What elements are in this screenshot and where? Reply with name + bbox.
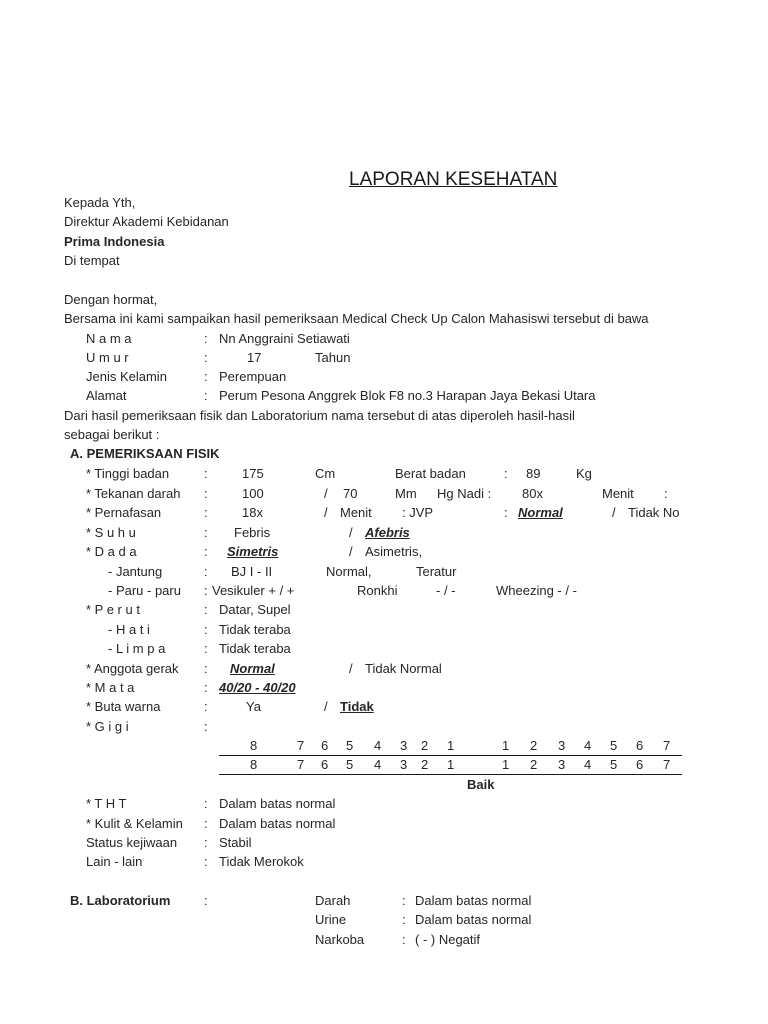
colon: :	[204, 369, 208, 384]
tensi-systolic: 100	[242, 486, 264, 501]
perut-value: Datar, Supel	[219, 602, 291, 617]
gigi-label: * G i g i	[86, 719, 129, 734]
tooth-number: 2	[530, 757, 538, 772]
colon: :	[402, 932, 406, 947]
colon: :	[204, 699, 208, 714]
gigi-divider-line	[219, 755, 682, 756]
suhu-alternative: Afebris	[365, 525, 410, 540]
tinggi-value: 175	[242, 466, 264, 481]
mata-label: * M a t a	[86, 680, 135, 695]
recipient-line-1: Kepada Yth,	[64, 195, 136, 210]
hati-label: - H a t i	[108, 622, 150, 637]
napas-unit: Menit	[340, 505, 372, 520]
tinggi-label: * Tinggi badan	[86, 466, 170, 481]
napas-value: 18x	[242, 505, 263, 520]
tooth-number: 1	[447, 738, 455, 753]
tooth-number: 2	[530, 738, 538, 753]
kulit-value: Dalam batas normal	[219, 816, 336, 831]
tensi-diastolic: 70	[343, 486, 358, 501]
paru-ronkhi-label: Ronkhi	[357, 583, 398, 598]
colon: :	[204, 525, 208, 540]
slash: /	[349, 544, 353, 559]
darah-label: Darah	[315, 893, 351, 908]
colon: :	[204, 544, 208, 559]
tooth-number: 5	[610, 757, 618, 772]
alamat-value: Perum Pesona Anggrek Blok F8 no.3 Harapan Jaya Bekasi Utara	[219, 388, 596, 403]
colon: :	[402, 912, 406, 927]
tooth-number: 4	[584, 757, 592, 772]
umur-value: 17	[247, 350, 262, 365]
tht-label: * T H T	[86, 796, 127, 811]
urine-label: Urine	[315, 912, 347, 927]
paru-ronkhi-value: - / -	[436, 583, 456, 598]
tooth-number: 6	[321, 738, 329, 753]
intro-text: Bersama ini kami sampaikan hasil pemeriksaan Medical Check Up Calon Mahasiswi tersebut di bawa	[64, 311, 649, 326]
darah-value: Dalam batas normal	[415, 893, 532, 908]
urine-value: Dalam batas normal	[415, 912, 532, 927]
tooth-number: 3	[558, 738, 566, 753]
section-b-heading: B. Laboratorium	[70, 893, 171, 908]
perut-label: * P e r u t	[86, 602, 140, 617]
colon: :	[204, 854, 208, 869]
narkoba-value: ( - ) Negatif	[415, 932, 481, 947]
umur-unit: Tahun	[315, 350, 351, 365]
jvp-label: : JVP	[402, 505, 434, 520]
jantung-label: - Jantung	[108, 564, 163, 579]
colon: :	[204, 583, 208, 598]
gigi-bottom-line	[219, 774, 682, 775]
jvp-value: Normal	[518, 505, 563, 520]
colon: :	[204, 719, 208, 734]
tooth-number: 7	[297, 757, 305, 772]
berat-label: Berat badan	[395, 466, 466, 481]
tooth-number: 4	[374, 757, 382, 772]
nama-label: N a m a	[86, 331, 132, 346]
tooth-number: 2	[421, 738, 429, 753]
alamat-label: Alamat	[86, 388, 127, 403]
colon: :	[204, 641, 208, 656]
nama-value: Nn Anggraini Setiawati	[219, 331, 350, 346]
kejiwaan-value: Stabil	[219, 835, 252, 850]
tooth-number: 3	[400, 757, 408, 772]
tensi-unit: Mm	[395, 486, 417, 501]
berat-unit: Kg	[576, 466, 592, 481]
colon: :	[204, 350, 208, 365]
recipient-line-4: Di tempat	[64, 253, 120, 268]
jvp-alternative: Tidak No	[628, 505, 680, 520]
limpa-value: Tidak teraba	[219, 641, 291, 656]
page-title: LAPORAN KESEHATAN	[349, 169, 558, 190]
gerak-value: Normal	[230, 661, 275, 676]
colon: :	[204, 835, 208, 850]
tooth-number: 5	[346, 757, 354, 772]
dada-value: Simetris	[227, 544, 279, 559]
buta-warna-label: * Buta warna	[86, 699, 161, 714]
colon: :	[204, 661, 208, 676]
tooth-number: 7	[297, 738, 305, 753]
napas-label: * Pernafasan	[86, 505, 162, 520]
gerak-label: * Anggota gerak	[86, 661, 179, 676]
tooth-number: 8	[250, 757, 258, 772]
nadi-value: 80x	[522, 486, 543, 501]
result-intro-1: Dari hasil pemeriksaan fisik dan Laboratorium nama tersebut di atas diperoleh hasil-hasil	[64, 408, 575, 423]
nadi-unit: Menit	[602, 486, 634, 501]
colon: :	[204, 505, 208, 520]
slash: /	[349, 525, 353, 540]
section-a-heading: A. PEMERIKSAAN FISIK	[70, 446, 220, 461]
colon: :	[504, 505, 508, 520]
tooth-number: 7	[663, 757, 671, 772]
jantung-normal: Normal,	[326, 564, 372, 579]
colon: :	[204, 486, 208, 501]
slash: /	[349, 661, 353, 676]
slash: /	[324, 699, 328, 714]
buta-warna-value: Ya	[246, 699, 261, 714]
dada-alternative: Asimetris,	[365, 544, 423, 559]
kejiwaan-label: Status kejiwaan	[86, 835, 178, 850]
tooth-number: 6	[321, 757, 329, 772]
tooth-number: 1	[502, 757, 510, 772]
tooth-number: 8	[250, 738, 258, 753]
slash: /	[324, 486, 328, 501]
colon: :	[504, 466, 508, 481]
tht-value: Dalam batas normal	[219, 796, 336, 811]
suhu-label: * S u h u	[86, 525, 136, 540]
lain-label: Lain - lain	[86, 854, 143, 869]
colon: :	[204, 622, 208, 637]
colon: :	[204, 388, 208, 403]
berat-value: 89	[526, 466, 541, 481]
tensi-label: * Tekanan darah	[86, 486, 181, 501]
colon: :	[204, 466, 208, 481]
tooth-number: 7	[663, 738, 671, 753]
colon: :	[204, 893, 208, 908]
result-intro-2: sebagai berikut :	[64, 427, 160, 442]
narkoba-label: Narkoba	[315, 932, 365, 947]
jenis-kelamin-label: Jenis Kelamin	[86, 369, 167, 384]
gerak-alternative: Tidak Normal	[365, 661, 442, 676]
gigi-result: Baik	[467, 777, 495, 792]
jantung-teratur: Teratur	[416, 564, 457, 579]
colon: :	[204, 602, 208, 617]
mata-value: 40/20 - 40/20	[219, 680, 296, 695]
tinggi-unit: Cm	[315, 466, 336, 481]
hati-value: Tidak teraba	[219, 622, 291, 637]
suhu-value: Febris	[234, 525, 271, 540]
dada-label: * D a d a	[86, 544, 137, 559]
tooth-number: 3	[400, 738, 408, 753]
jenis-kelamin-value: Perempuan	[219, 369, 287, 384]
tooth-number: 4	[374, 738, 382, 753]
slash: /	[324, 505, 328, 520]
greeting: Dengan hormat,	[64, 292, 158, 307]
tooth-number: 1	[502, 738, 510, 753]
buta-warna-alternative: Tidak	[340, 699, 374, 714]
tooth-number: 6	[636, 757, 644, 772]
nadi-label: Hg Nadi :	[437, 486, 492, 501]
colon: :	[204, 816, 208, 831]
tooth-number: 5	[610, 738, 618, 753]
tooth-number: 5	[346, 738, 354, 753]
colon: :	[204, 331, 208, 346]
lain-value: Tidak Merokok	[219, 854, 304, 869]
colon: :	[664, 486, 668, 501]
umur-label: U m u r	[86, 350, 129, 365]
colon: :	[204, 680, 208, 695]
tooth-number: 4	[584, 738, 592, 753]
colon: :	[204, 796, 208, 811]
tooth-number: 6	[636, 738, 644, 753]
slash: /	[612, 505, 616, 520]
colon: :	[402, 893, 406, 908]
recipient-line-2: Direktur Akademi Kebidanan	[64, 214, 229, 229]
tooth-number: 1	[447, 757, 455, 772]
colon: :	[204, 564, 208, 579]
recipient-line-3: Prima Indonesia	[64, 234, 165, 249]
kulit-label: * Kulit & Kelamin	[86, 816, 183, 831]
paru-wheezing: Wheezing - / -	[496, 583, 577, 598]
tooth-number: 3	[558, 757, 566, 772]
tooth-number: 2	[421, 757, 429, 772]
jantung-value: BJ I - II	[231, 564, 273, 579]
paru-value: Vesikuler + / +	[212, 583, 295, 598]
paru-label: - Paru - paru	[108, 583, 181, 598]
limpa-label: - L i m p a	[108, 641, 166, 656]
